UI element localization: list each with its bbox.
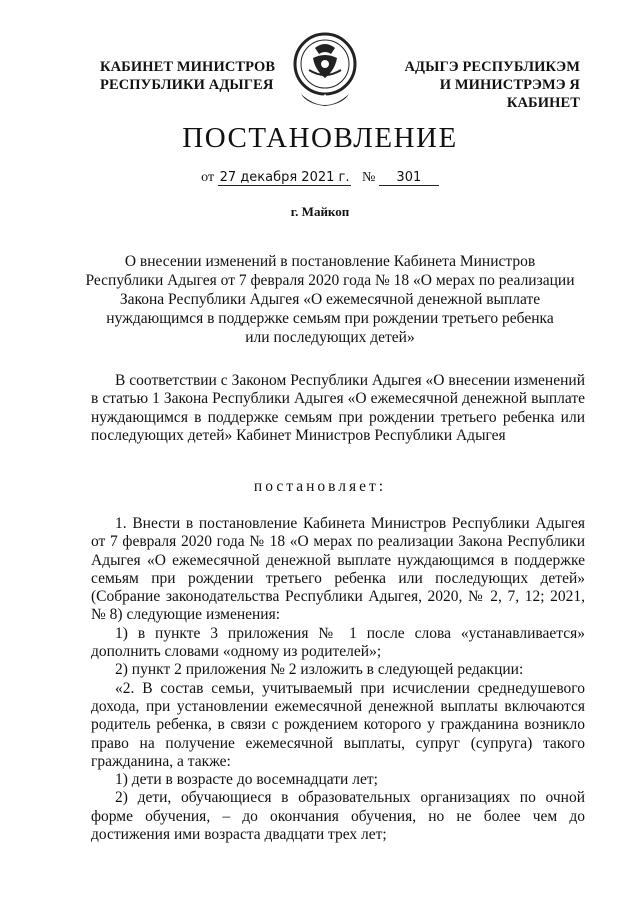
paragraph: «2. В состав семьи, учитываемый при исчислении среднедушевого дохода, при установлении ежемесячной денежной выплаты включаются родитель ребенка, в связи с рождением которого у гражданина возникло право на получение ежемесячной выплаты, супруг (супруга) такого гражданина, а также: (91, 679, 585, 770)
paragraph: 1) дети в возрасте до восемнадцати лет; (115, 771, 378, 789)
header-left (100, 58, 275, 94)
dateline-number-label: № (361, 170, 376, 185)
subject-line: нуждающимся в поддержке семьям при рождении третьего ребенка (106, 310, 554, 327)
subject-line: Закона Республики Адыгея «О ежемесячной денежной выплате (119, 291, 541, 308)
paragraph: 2) пункт 2 приложения № 2 изложить в следующей редакции: (115, 661, 524, 679)
city: г. Майкоп (290, 204, 350, 219)
dateline-date: 27 декабря 2021 г. (219, 170, 350, 185)
paragraph: 2) дети, обучающиеся в образовательных организациях по очной форме обучения, – до окончания обучения, но не более чем до достижения ими возраста двадцати трех лет; (91, 789, 585, 844)
subject-heading (80, 252, 580, 347)
body-paragraphs (91, 515, 585, 844)
subject-line: Республики Адыгея от 7 февраля 2020 года № 18 «О мерах по реализации (85, 272, 575, 289)
header-right-line2: И МИНИСТРЭМЭ Я КАБИНЕТ (439, 77, 580, 111)
header-right (370, 58, 580, 112)
preamble-paragraph: В соответствии с Законом Республики Адыгея «О внесении изменений в статью 1 Закона Республики Адыгея «О ежемесячной денежной выплате нуждающимся в поддержке семьям при рождении третьего ребенка или последующих детей» Кабинет Министров Республики Адыгея (91, 372, 585, 444)
coat-of-arms-icon (285, 30, 365, 114)
dateline-number: 301 (379, 170, 439, 186)
dateline-from-label: от (201, 170, 215, 185)
header-left-line1: КАБИНЕТ МИНИСТРОВ (100, 59, 276, 75)
document-title: ПОСТАНОВЛЕНИЕ (182, 122, 458, 154)
paragraph: 1. Внести в постановление Кабинета Министров Республики Адыгея от 7 февраля 2020 года № 18 «О мерах по реализации Закона Республики Адыгея «О ежемесячной денежной выплате нуждающимся в поддержке семьям при рождении третьего ребенка или последующих детей» (Собрание законодательства Республики Адыгея, 2020, № 2, 7, 12; 2021, № 8) следующие изменения: (91, 515, 585, 624)
header-left-line2: РЕСПУБЛИКИ АДЫГЕЯ (100, 77, 274, 93)
dateline (0, 170, 640, 186)
resolves-heading: постановляет: (253, 478, 387, 495)
subject-line: О внесении изменений в постановление Кабинета Министров (124, 253, 536, 270)
subject-line: или последующих детей» (245, 329, 415, 346)
paragraph: 1) в пункте 3 приложения № 1 после слова «устанавливается» дополнить словами «одному из родителей»; (91, 624, 585, 661)
header-right-line1: АДЫГЭ РЕСПУБЛИКЭМ (404, 59, 580, 75)
